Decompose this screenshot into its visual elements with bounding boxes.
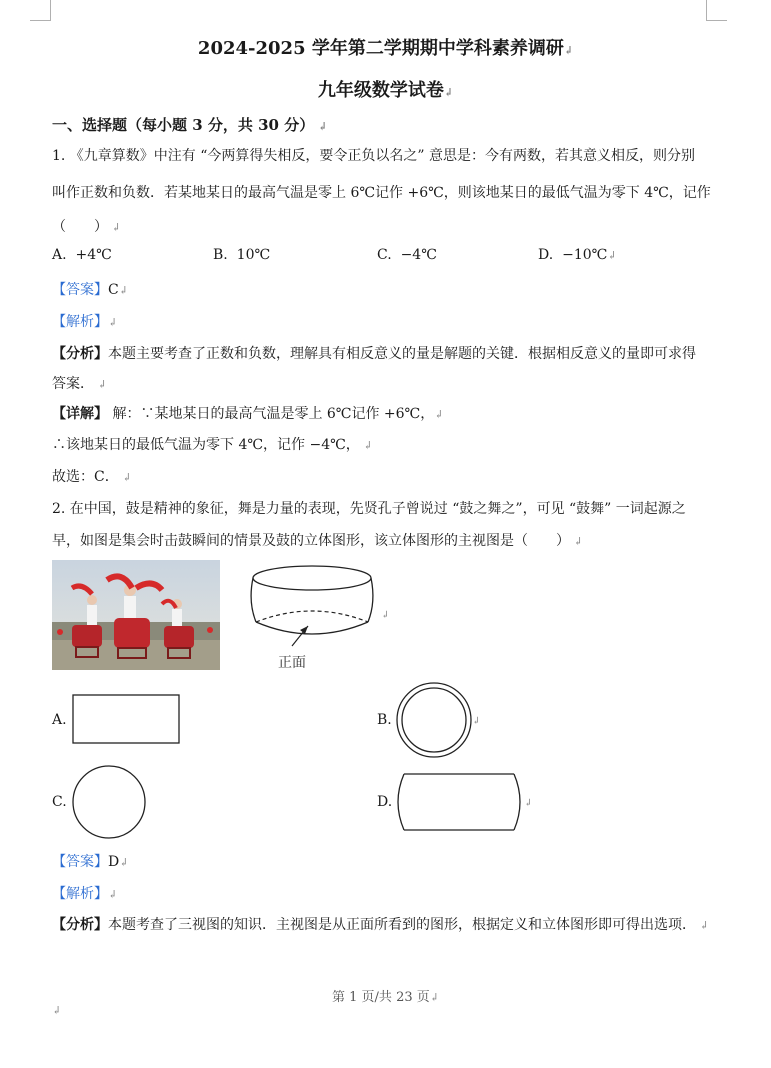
q1-detail-line2: ∴该地某日的最低气温为零下 4℃，记作 −4℃， ↲ (52, 437, 373, 453)
q2-analysis-tag: 【解析】↲ (52, 886, 118, 902)
q1-stem-line1: 1. 《九章算数》中注有 “今两算得失相反，要令正负以名之” 意思是：今有两数，若其意义相反，则分别 (52, 148, 696, 164)
front-view-label: 正面 (278, 655, 306, 671)
trailing-paragraph-mark: ↲ (52, 1004, 62, 1017)
q2-option-a-label: A. (52, 712, 67, 728)
exam-title: 2024-2025 学年第二学期期中学科素养调研↲ (197, 38, 574, 59)
exam-subtitle: 九年级数学试卷↲ (317, 80, 454, 101)
q2-option-b-figure (396, 682, 486, 758)
svg-text:↲: ↲ (381, 610, 390, 621)
q1-fenxi-line1: 【分析】本题主要考查了正数和负数，理解具有相反意义的量是解题的关键．根据相反意义的量即可求得 (52, 346, 696, 362)
q1-detail-line1: 【详解】 解：∵某地某日的最高气温是零上 6℃记作 +6℃，↲ (52, 406, 444, 422)
q1-fenxi-line2: 答案． ↲ (52, 376, 107, 392)
corner-mark-top-right (706, 0, 727, 21)
q1-option-b: B. 10℃ (213, 247, 271, 263)
q2-stem-line1: 2. 在中国，鼓是精神的象征，舞是力量的表现，先贤孔子曾说过 “鼓之舞之”，可见 “鼓舞” 一词起源之 (52, 501, 686, 517)
section-heading: 一、选择题（每小题 3 分，共 30 分） ↲ (52, 116, 328, 134)
q2-option-b-label: B. (377, 712, 392, 728)
svg-text:↲: ↲ (524, 798, 533, 809)
q2-answer: 【答案】D↲ (52, 854, 129, 870)
q2-option-c-figure (72, 765, 152, 841)
q2-option-d-label: D. (377, 794, 393, 810)
q2-option-a-figure (72, 694, 182, 746)
page-footer: 第 1 页/共 23 页↲ (332, 990, 439, 1005)
q2-fenxi-line1: 【分析】本题考查了三视图的知识．主视图是从正面所看到的图形，根据定义和立体图形即可得出选项． ↲ (52, 917, 709, 933)
drum-3d-figure (248, 560, 388, 650)
q1-option-c: C. −4℃ (377, 247, 437, 263)
q1-stem-line3: （ ） ↲ (52, 219, 121, 235)
q1-stem-line2: 叫作正数和负数．若某地某日的最高气温是零上 6℃记作 +6℃，则该地某日的最低气温为零下 4℃，记作 (52, 185, 711, 201)
q2-option-c-label: C. (52, 794, 67, 810)
q1-option-a: A. +4℃ (52, 247, 112, 263)
q2-stem-line2: 早，如图是集会时击鼓瞬间的情景及鼓的立体图形，该立体图形的主视图是（ ） ↲ (52, 533, 583, 549)
q2-option-d-figure (396, 772, 536, 834)
q1-analysis-tag: 【解析】↲ (52, 314, 118, 330)
drum-photo (52, 560, 220, 670)
q1-option-d: D. −10℃↲ (538, 247, 617, 263)
q1-choose: 故选：C． ↲ (52, 469, 132, 485)
corner-mark-top-left (30, 0, 51, 21)
svg-text:↲: ↲ (472, 716, 481, 727)
q1-answer: 【答案】C↲ (52, 282, 128, 298)
